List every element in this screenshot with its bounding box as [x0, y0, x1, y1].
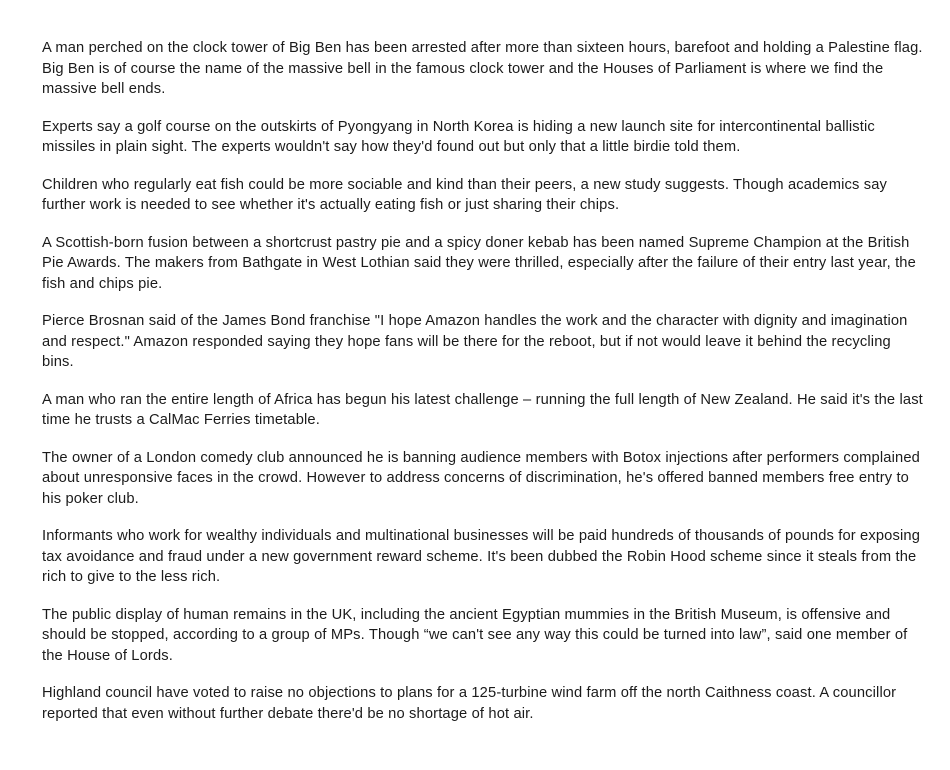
paragraph: A man perched on the clock tower of Big Ben has been arrested after more than sixteen hours, barefoot and holding a Palestine flag. Big Ben is of course the name of the massive bell in the famous clock tower and the Houses of Parliament is where we find the massive bell ends. [42, 40, 923, 97]
paragraph: Pierce Brosnan said of the James Bond franchise "I hope Amazon handles the work and the character with dignity and imagination and respect." Amazon responded saying they hope fans will be there for the reboot, but if not would leave it behind the recycling bins. [42, 313, 908, 370]
article-body [42, 38, 924, 724]
paragraph: Children who regularly eat fish could be more sociable and kind than their peers, a new study suggests. Though academics say further work is needed to see whether it's actually eating fish or just sharing their chips. [42, 176, 888, 213]
paragraph: The public display of human remains in the UK, including the ancient Egyptian mummies in the British Museum, is offensive and should be stopped, according to a group of MPs. Though “we can't see any way this could be turned into law”, said one member of the House of Lords. [42, 606, 908, 664]
paragraph: Informants who work for wealthy individuals and multinational businesses will be paid hundreds of thousands of pounds for exposing tax avoidance and fraud under a new government reward scheme. It's been dubbed the Robin Hood scheme since it steals from the rich to give to the less rich. [42, 528, 921, 585]
paragraph: A Scottish-born fusion between a shortcrust pastry pie and a spicy doner kebab has been named Supreme Champion at the British Pie Awards. The makers from Bathgate in West Lothian said they were thrilled, especially after the failure of their entry last year, the fish and chips pie. [42, 234, 916, 292]
paragraph: Experts say a golf course on the outskirts of Pyongyang in North Korea is hiding a new launch site for intercontinental ballistic missiles in plain sight. The experts wouldn't say how they'd found out but only that a little birdie told them. [42, 118, 875, 155]
paragraph: A man who ran the entire length of Africa has begun his latest challenge – running the full length of New Zealand. He said it's the last time he trusts a CalMac Ferries timetable. [42, 391, 923, 428]
paragraph: Highland council have voted to raise no objections to plans for a 125-turbine wind farm off the north Caithness coast. A councillor reported that even without further debate there'd be no shortage of hot air. [42, 685, 897, 722]
paragraph: The owner of a London comedy club announced he is banning audience members with Botox injections after performers complained about unresponsive faces in the crowd. However to address concerns of discrimination, he's offered banned members free entry to his poker club. [42, 449, 920, 507]
